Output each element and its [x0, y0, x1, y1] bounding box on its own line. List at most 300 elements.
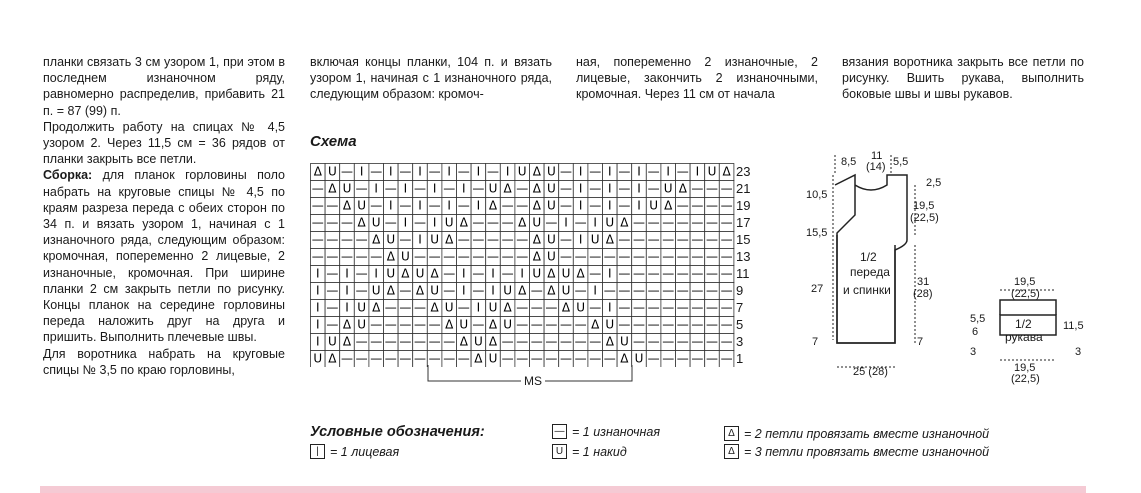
- row-number: 11: [736, 266, 750, 281]
- chart-symbol: —: [384, 334, 397, 349]
- chart-symbol: —: [662, 351, 675, 366]
- chart-symbol: Δ: [459, 215, 468, 230]
- chart-symbol: —: [472, 181, 485, 196]
- sleeve-top-2: (22,5): [1011, 288, 1040, 300]
- sleeve-left-2: 6: [972, 326, 979, 338]
- purl-icon: —: [552, 424, 567, 439]
- chart-symbol: —: [560, 232, 572, 247]
- chart-symbol: —: [414, 249, 426, 264]
- chart-symbol: Δ: [576, 266, 585, 281]
- chart-symbol: —: [428, 317, 441, 332]
- chart-symbol: —: [414, 215, 426, 230]
- chart-symbol: —: [589, 351, 602, 366]
- chart-symbol: Δ: [445, 317, 454, 332]
- chart-symbol: Δ: [488, 317, 498, 332]
- dim-left-4: 7: [812, 336, 819, 348]
- chart-symbol: —: [647, 317, 660, 332]
- chart-symbol: I: [593, 283, 597, 298]
- chart-symbol: Δ: [532, 181, 541, 196]
- chart-symbol: —: [545, 215, 558, 230]
- para-c4: вязания воротника закрыть все петли по рисунку. Вшить рукава, выполнить боковые швы и швы рукавов.: [842, 55, 1084, 102]
- chart-symbol: —: [560, 334, 572, 349]
- chart-symbol: I: [491, 266, 495, 281]
- sleeve-left-3: 3: [970, 346, 977, 358]
- chart-symbol: —: [618, 249, 631, 264]
- chart-symbol: —: [720, 215, 733, 230]
- chart-symbol: Δ: [532, 198, 541, 213]
- chart-symbol: —: [414, 300, 426, 315]
- dim-top-1: 8,5: [841, 156, 857, 168]
- chart-symbol: —: [326, 198, 339, 213]
- chart-symbol: —: [487, 215, 499, 230]
- chart-symbol: —: [311, 198, 324, 213]
- sleeve-left-1: 5,5: [970, 313, 986, 325]
- chart-symbol: U: [663, 181, 673, 196]
- chart-symbol: —: [633, 317, 645, 332]
- chart-symbol: U: [605, 317, 615, 332]
- chart-symbol: —: [384, 215, 397, 230]
- chart-symbol: Δ: [518, 215, 527, 230]
- chart-symbol: —: [399, 198, 412, 213]
- row-number: 23: [736, 164, 751, 179]
- text-column-2: [310, 54, 552, 103]
- para-assembly: [43, 167, 285, 345]
- chart-symbol: —: [457, 249, 470, 264]
- chart-symbol: —: [516, 181, 529, 196]
- chart-symbol: —: [706, 249, 718, 264]
- dim-left-2: 15,5: [806, 227, 828, 239]
- chart-symbol: —: [545, 334, 558, 349]
- chart-symbol: Δ: [342, 317, 352, 332]
- chart-symbol: Δ: [372, 232, 381, 247]
- chart-symbol: I: [316, 334, 320, 349]
- chart-symbol: —: [414, 317, 426, 332]
- chart-symbol: —: [384, 317, 397, 332]
- bottom-band: [40, 486, 1086, 493]
- chart-symbol: —: [501, 266, 514, 281]
- chart-symbol: —: [662, 266, 675, 281]
- chart-symbol: —: [633, 300, 645, 315]
- chart-symbol: I: [593, 215, 597, 230]
- chart-symbol: —: [443, 283, 456, 298]
- chart-symbol: I: [505, 164, 510, 179]
- sleeve-bottom-2: (22,5): [1011, 373, 1040, 385]
- chart-symbol: I: [476, 300, 481, 315]
- chart-symbol: —: [516, 232, 529, 247]
- chart-symbol: Δ: [313, 164, 322, 179]
- chart-symbol: I: [403, 181, 408, 196]
- dim-bottom: 25 (28): [853, 366, 888, 378]
- chart-symbol: —: [530, 351, 543, 366]
- chart-symbol: —: [706, 198, 718, 213]
- chart-symbol: U: [488, 300, 498, 315]
- chart-symbol: Δ: [415, 283, 425, 298]
- chart-symbol: Δ: [342, 334, 352, 349]
- chart-symbol: I: [418, 232, 422, 247]
- legend-yo: [552, 444, 627, 459]
- chart-symbol: —: [341, 215, 353, 230]
- chart-symbol: U: [707, 164, 717, 179]
- chart-symbol: I: [637, 164, 641, 179]
- chart-symbol: —: [560, 249, 572, 264]
- chart-symbol: I: [637, 198, 641, 213]
- chart-symbol: —: [589, 300, 602, 315]
- chart-symbol: I: [578, 232, 583, 247]
- chart-symbol: I: [403, 215, 408, 230]
- chart-symbol: —: [676, 164, 689, 179]
- chart-symbol: —: [399, 164, 412, 179]
- chart-symbol: Δ: [591, 317, 600, 332]
- chart-symbol: Δ: [328, 351, 337, 366]
- chart-symbol: I: [359, 164, 364, 179]
- chart-symbol: —: [399, 300, 412, 315]
- chart-symbol: I: [578, 181, 583, 196]
- chart-symbol: —: [516, 351, 529, 366]
- chart-symbol: Δ: [678, 181, 687, 196]
- chart-symbol: Δ: [503, 181, 512, 196]
- dim-left-1: 10,5: [806, 189, 828, 201]
- dim-right-5: (28): [913, 288, 933, 300]
- legend-knit: [310, 444, 399, 459]
- chart-symbol: —: [706, 215, 718, 230]
- chart-symbol: U: [561, 283, 571, 298]
- chart-symbol: —: [574, 334, 587, 349]
- chart-symbol: —: [384, 300, 397, 315]
- chart-symbol: —: [472, 283, 485, 298]
- chart-symbol: —: [706, 317, 718, 332]
- chart-symbol: —: [676, 300, 689, 315]
- para-c3: ная, попеременно 2 изнаночные, 2 лицевые, закончить 2 изнаночными, кромочная. Через 11 см от начала: [576, 55, 818, 102]
- chart-symbol: —: [676, 198, 689, 213]
- chart-symbol: —: [370, 351, 383, 366]
- chart-symbol: —: [574, 249, 587, 264]
- chart-symbol: U: [634, 351, 644, 366]
- chart-symbol: —: [355, 249, 368, 264]
- text-column-1: [43, 54, 285, 378]
- chart-symbol: —: [487, 164, 499, 179]
- chart-symbol: —: [399, 283, 412, 298]
- chart-symbol: I: [608, 164, 612, 179]
- para-1: планки связать 3 см узором 1, при этом в последнем изнаночном ряду, равномерно распределив, прибавить 21 п. = 87 (99) п.: [43, 55, 285, 118]
- chart-symbol: —: [720, 283, 733, 298]
- chart-symbol: Δ: [488, 198, 498, 213]
- chart-symbol: —: [676, 334, 689, 349]
- chart-symbol: —: [574, 351, 587, 366]
- chart-symbol: U: [517, 164, 527, 179]
- chart-symbol: —: [355, 334, 368, 349]
- body-label-3: и спинки: [843, 283, 891, 297]
- chart-symbol: I: [637, 181, 641, 196]
- chart-symbol: —: [676, 317, 689, 332]
- chart-symbol: —: [428, 164, 441, 179]
- dim-right-6: 7: [917, 336, 924, 348]
- chart-symbol: —: [574, 283, 587, 298]
- chart-symbol: Δ: [357, 215, 366, 230]
- knitting-chart-grid: [310, 163, 735, 367]
- chart-symbol: U: [547, 249, 556, 264]
- sleeve-right-2: 3: [1075, 346, 1082, 358]
- chart-symbol: I: [374, 266, 378, 281]
- chart-symbol: U: [371, 283, 381, 298]
- chart-symbol: —: [662, 317, 675, 332]
- chart-symbol: —: [633, 283, 645, 298]
- legend-purl-text: = 1 изнаночная: [572, 424, 661, 439]
- chart-symbol: Δ: [518, 283, 527, 298]
- chart-symbol: U: [547, 232, 556, 247]
- chart-symbol: U: [503, 317, 512, 332]
- chart-symbol: I: [447, 164, 451, 179]
- chart-symbol: —: [326, 266, 339, 281]
- chart-symbol: —: [691, 351, 704, 366]
- chart-symbol: U: [576, 300, 585, 315]
- chart-symbol: I: [345, 283, 349, 298]
- repeat-label: MS: [521, 374, 545, 388]
- chart-symbol: Δ: [605, 334, 614, 349]
- row-number: 3: [736, 334, 744, 349]
- chart-symbol: U: [459, 317, 469, 332]
- chart-symbol: —: [603, 283, 616, 298]
- chart-symbol: —: [311, 232, 324, 247]
- chart-symbol: —: [457, 198, 470, 213]
- chart-symbol: U: [386, 266, 396, 281]
- chart-symbol: U: [503, 283, 512, 298]
- chart-symbol: —: [516, 300, 529, 315]
- assembly-heading: Сборка:: [43, 168, 93, 183]
- chart-symbol: I: [389, 198, 393, 213]
- chart-symbol: —: [720, 181, 733, 196]
- chart-symbol: —: [647, 334, 660, 349]
- chart-symbol: Δ: [620, 351, 629, 366]
- legend-title: Условные обозначения:: [310, 424, 485, 440]
- chart-symbol: U: [488, 351, 498, 366]
- chart-symbol: U: [474, 334, 483, 349]
- chart-symbol: —: [603, 351, 616, 366]
- chart-symbol: —: [720, 300, 733, 315]
- chart-symbol: Δ: [386, 283, 395, 298]
- chart-symbol: —: [370, 164, 383, 179]
- chart-symbol: —: [355, 351, 368, 366]
- chart-symbol: —: [706, 232, 718, 247]
- chart-symbol: I: [564, 215, 568, 230]
- chart-symbol: —: [414, 181, 426, 196]
- chart-symbol: U: [328, 334, 337, 349]
- chart-symbol: U: [605, 215, 615, 230]
- chart-symbol: U: [444, 300, 454, 315]
- chart-symbol: Δ: [459, 334, 468, 349]
- chart-symbol: —: [355, 283, 368, 298]
- chart-symbol: —: [589, 249, 602, 264]
- chart-symbol: —: [691, 300, 704, 315]
- chart-symbol: I: [578, 164, 583, 179]
- chart-symbol: —: [311, 181, 324, 196]
- chart-symbol: —: [720, 198, 733, 213]
- chart-symbol: —: [472, 266, 485, 281]
- chart-symbol: —: [662, 300, 675, 315]
- para-collar: Для воротника набрать на круговые спицы № 3,5 по краю горловины,: [43, 346, 285, 377]
- chart-symbol: —: [370, 198, 383, 213]
- chart-symbol: —: [399, 351, 412, 366]
- chart-symbol: —: [706, 300, 718, 315]
- chart-symbol: I: [389, 164, 393, 179]
- sleeve-bottom-1: 19,5: [1014, 362, 1036, 374]
- chart-symbol: —: [706, 351, 718, 366]
- chart-symbol: —: [662, 215, 675, 230]
- chart-symbol: —: [516, 317, 529, 332]
- chart-symbol: —: [691, 249, 704, 264]
- chart-symbol: —: [691, 317, 704, 332]
- chart-symbol: Δ: [722, 164, 731, 179]
- dim-right-2: 19,5: [913, 200, 935, 212]
- chart-symbol: —: [501, 232, 514, 247]
- chart-symbol: I: [418, 198, 422, 213]
- legend-purl: [552, 424, 660, 439]
- chart-symbol: —: [414, 351, 426, 366]
- chart-symbol: —: [618, 232, 631, 247]
- chart-symbol: —: [370, 249, 383, 264]
- chart-symbol: —: [618, 198, 631, 213]
- legend-k3tog-text: = 3 петли провязать вместе изнаночной: [744, 444, 990, 459]
- assembly-text: для планок горловины поло набрать на круговые спицы № 4,5 по краям разреза переда с обеих сторон по 34 п. и вязать узором 1, начиная с 1 изнаночного ряда, следующим образом: кромочная, попеременно 2 лицевые, 2 изнаночные, кромочная. При ширине планки 2 см закрыть петли по рисунку. Концы планок на середине горловины переда наложить друг на друга и пришить. Выполнить плечевые швы.: [43, 168, 285, 345]
- chart-symbol: I: [316, 317, 320, 332]
- chart-symbol: —: [516, 249, 529, 264]
- chart-symbol: U: [488, 181, 498, 196]
- chart-symbol: U: [401, 249, 410, 264]
- chart-symbol: U: [430, 283, 439, 298]
- chart-symbol: U: [415, 266, 425, 281]
- chart-symbol: —: [487, 232, 499, 247]
- row-number: 13: [736, 249, 751, 264]
- chart-symbol: —: [545, 351, 558, 366]
- para-c2: включая концы планки, 104 п. и вязать узором 1, начиная с 1 изнаночного ряда, следующим образом: кромоч-: [310, 55, 552, 102]
- chart-symbol: I: [345, 266, 349, 281]
- chart-symbol: —: [560, 317, 572, 332]
- chart-symbol: —: [676, 215, 689, 230]
- chart-symbol: —: [457, 232, 470, 247]
- chart-symbol: —: [457, 164, 470, 179]
- chart-symbol: I: [608, 198, 612, 213]
- chart-symbol: —: [676, 283, 689, 298]
- chart-symbol: I: [432, 181, 437, 196]
- chart-symbol: I: [316, 266, 320, 281]
- chart-symbol: —: [530, 334, 543, 349]
- chart-symbol: —: [647, 181, 660, 196]
- chart-symbol: —: [618, 283, 631, 298]
- chart-symbol: Δ: [342, 198, 352, 213]
- text-column-3: [576, 54, 818, 103]
- chart-symbol: U: [357, 317, 366, 332]
- chart-symbol: Δ: [488, 334, 498, 349]
- chart-symbol: —: [618, 181, 631, 196]
- chart-symbol: —: [618, 164, 631, 179]
- chart-symbol: —: [691, 266, 704, 281]
- chart-symbol: —: [501, 215, 514, 230]
- text-column-4: [842, 54, 1084, 103]
- chart-symbol: I: [520, 266, 524, 281]
- chart-symbol: —: [633, 249, 645, 264]
- chart-symbol: —: [706, 181, 718, 196]
- chart-symbol: —: [720, 334, 733, 349]
- chart-symbol: I: [432, 215, 437, 230]
- chart-symbol: —: [530, 283, 543, 298]
- chart-symbol: —: [399, 232, 412, 247]
- chart-symbol: U: [386, 232, 396, 247]
- chart-symbol: —: [589, 198, 602, 213]
- legend-k2tog-text: = 2 петли провязать вместе изнаночной: [744, 426, 990, 441]
- chart-symbol: Δ: [401, 266, 410, 281]
- chart-symbol: —: [647, 266, 660, 281]
- chart-symbol: Δ: [547, 266, 556, 281]
- chart-symbol: —: [326, 232, 339, 247]
- chart-symbol: —: [706, 266, 718, 281]
- yarn-over-icon: U: [552, 444, 567, 459]
- chart-symbol: U: [444, 215, 454, 230]
- chart-symbol: —: [720, 232, 733, 247]
- chart-symbol: Δ: [561, 300, 571, 315]
- chart-symbol: —: [443, 181, 456, 196]
- chart-symbol: I: [316, 283, 320, 298]
- chart-symbol: —: [676, 351, 689, 366]
- chart-symbol: I: [316, 300, 320, 315]
- chart-symbol: —: [326, 215, 339, 230]
- chart-symbol: —: [574, 215, 587, 230]
- chart-symbol: I: [462, 283, 466, 298]
- chart-symbol: —: [633, 215, 645, 230]
- chart-symbol: I: [608, 266, 612, 281]
- chart-symbol: I: [447, 198, 451, 213]
- chart-symbol: —: [589, 164, 602, 179]
- chart-symbol: —: [311, 215, 324, 230]
- chart-symbol: —: [530, 317, 543, 332]
- chart-symbol: —: [560, 351, 572, 366]
- chart-symbol: U: [561, 266, 571, 281]
- chart-symbol: —: [662, 249, 675, 264]
- chart-symbol: —: [676, 232, 689, 247]
- chart-symbol: U: [620, 334, 629, 349]
- chart-symbol: U: [547, 198, 556, 213]
- chart-symbol: —: [560, 198, 572, 213]
- chart-symbol: —: [472, 215, 485, 230]
- chart-symbol: U: [547, 181, 556, 196]
- chart-symbol: —: [720, 351, 733, 366]
- chart-symbol: Δ: [386, 249, 395, 264]
- chart-symbol: —: [662, 232, 675, 247]
- chart-symbol: —: [720, 317, 733, 332]
- chart-symbol: U: [313, 351, 323, 366]
- chart-symbol: —: [647, 215, 660, 230]
- chart-symbol: —: [501, 249, 514, 264]
- schema-title: Схема: [310, 133, 357, 150]
- chart-symbol: —: [691, 215, 704, 230]
- two-together-icon: Δ: [724, 426, 739, 441]
- chart-symbol: —: [414, 334, 426, 349]
- chart-symbol: U: [357, 198, 366, 213]
- chart-symbol: —: [676, 266, 689, 281]
- chart-symbol: —: [589, 181, 602, 196]
- chart-symbol: —: [428, 334, 441, 349]
- chart-symbol: —: [501, 334, 514, 349]
- chart-symbol: Δ: [430, 266, 439, 281]
- chart-symbol: —: [516, 198, 529, 213]
- chart-symbol: —: [691, 232, 704, 247]
- chart-symbol: U: [590, 232, 600, 247]
- chart-symbol: —: [443, 249, 456, 264]
- chart-symbol: Δ: [605, 232, 614, 247]
- chart-symbol: —: [428, 351, 441, 366]
- chart-symbol: U: [649, 198, 658, 213]
- chart-symbol: —: [487, 249, 499, 264]
- dim-top-2: 11: [871, 150, 883, 162]
- chart-symbol: —: [603, 249, 616, 264]
